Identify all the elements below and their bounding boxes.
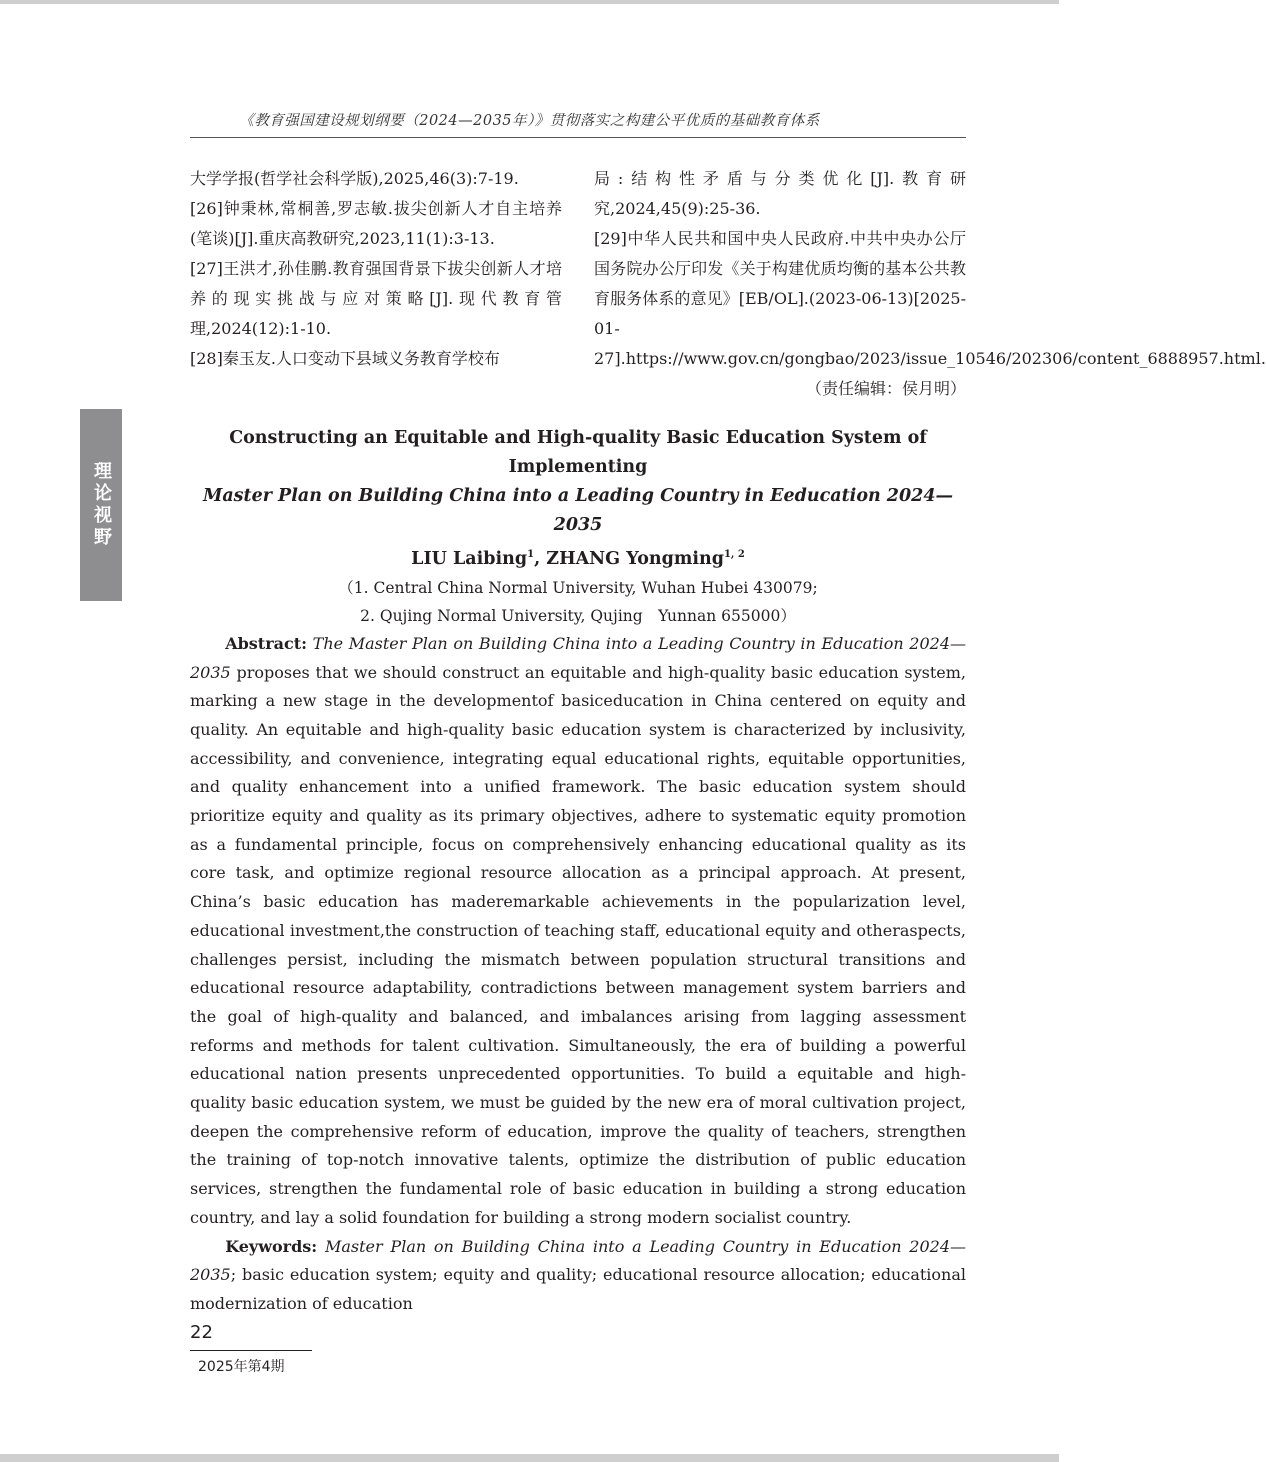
reference-item: 大学学报(哲学社会科学版),2025,46(3):7-19.	[190, 169, 519, 188]
english-authors	[190, 540, 966, 574]
english-title: Constructing an Equitable and High-quality Basic Education System of Implementing	[229, 428, 927, 477]
english-subtitle: Master Plan on Building China into a Leading Country in Eeducation 2024—2035	[202, 486, 954, 535]
editor-note: （责任编辑：侯月明）	[805, 379, 966, 398]
running-header: 《教育强国建设规划纲要（2024—2035年）》贯彻落实之构建公平优质的基础教育体系	[239, 113, 820, 129]
keywords-italic-title: Master Plan on Building China into a Leading Country in Education 2024—2035	[190, 1236, 967, 1285]
english-abstract-block	[190, 424, 966, 1319]
bottom-edge-bar	[0, 1454, 1059, 1462]
abstract-paragraph	[190, 630, 966, 1233]
author-separator: ,	[534, 548, 547, 569]
page-number: 22	[190, 1322, 213, 1343]
top-edge-bar	[0, 0, 1059, 4]
reference-item: [26]钟秉林,常桐善,罗志敏.拔尖创新人才自主培养(笔谈)[J].重庆高教研究,2023,11(1):3-13.	[190, 199, 562, 248]
abstract-text: proposes that we should construct an equitable and high-quality basic education system, marking a new stage in the developmentof basiceducation in China centered on equity and quality. An equitable and high-quality basic education system is characterized by inclusivity, accessibility, and convenience, integrating equal educational rights, equitable opportunities, and quality enhancement into a unified framework. The basic education system should prioritize equity and quality as its primary objectives, adhere to systematic equity promotion as a fundamental principle, focus on comprehensively enhancing educational quality as its core task, and optimize regional resource allocation as a principal approach. At present, China’s basic education has maderemarkable achievements in the popularization level, educational investment,the construction of teaching staff, educational equity and otheraspects, challenges persist, including the mismatch between population structural transitions and educational resource adaptability, contradictions between management system barriers and the goal of high-quality and balanced, and imbalances arising from lagging assessment reforms and methods for talent cultivation. Simultaneously, the era of building a powerful educational nation presents unprecedented opportunities. To build a equitable and high-quality basic education system, we must be guided by the new era of moral cultivation project, deepen the comprehensive reform of education, improve the quality of teachers, strengthen the training of top-notch innovative talents, optimize the distribution of public education services, strengthen the fundamental role of basic education in building a strong education country, and lay a solid foundation for building a strong modern socialist country.	[190, 662, 966, 1227]
affiliation-line: （1. Central China Normal University, Wuhan Hubei 430079;	[338, 578, 818, 597]
author-affil-mark: 1	[527, 549, 535, 560]
header-rule	[190, 137, 966, 138]
section-side-tab	[80, 409, 122, 601]
reference-item: [28]秦玉友.人口变动下县域义务教育学校布	[190, 349, 500, 368]
reference-item: [29]中华人民共和国中央人民政府.中共中央办公厅 国务院办公厅印发《关于构建优质均衡的基本公共教育服务体系的意见》[EB/OL].(2023-06-13)[2025-01-27].https://www.gov.cn/gongbao/2023/issue_10546/202306/content_6888957.html.	[594, 229, 1266, 368]
issue-label: 2025年第4期	[198, 1359, 285, 1375]
footer-rule	[190, 1350, 312, 1351]
affiliation-line: 2. Qujing Normal University, Qujing Yunnan 655000）	[360, 606, 796, 625]
references-left-column	[190, 164, 562, 374]
keywords-label: Keywords:	[225, 1236, 318, 1256]
author-name: LIU Laibing	[411, 548, 528, 569]
keywords-paragraph	[190, 1233, 966, 1319]
section-side-tab-label: 理论视野	[91, 461, 112, 549]
references-right-column	[594, 164, 1266, 404]
author-name: ZHANG Yongming	[546, 548, 724, 569]
abstract-italic-title: The Master Plan on Building China into a Leading Country in Education 2024—2035	[190, 633, 967, 682]
keywords-text: ; basic education system; equity and quality; educational resource allocation; educational modernization of education	[190, 1265, 966, 1313]
reference-item: [27]王洪才,孙佳鹏.教育强国背景下拔尖创新人才培养的现实挑战与应对策略[J].现代教育管理,2024(12):1-10.	[190, 259, 562, 338]
abstract-label: Abstract:	[225, 633, 308, 653]
reference-item: 局:结构性矛盾与分类优化[J].教育研究,2024,45(9):25-36.	[594, 169, 966, 218]
author-affil-mark: 1, 2	[723, 549, 745, 560]
